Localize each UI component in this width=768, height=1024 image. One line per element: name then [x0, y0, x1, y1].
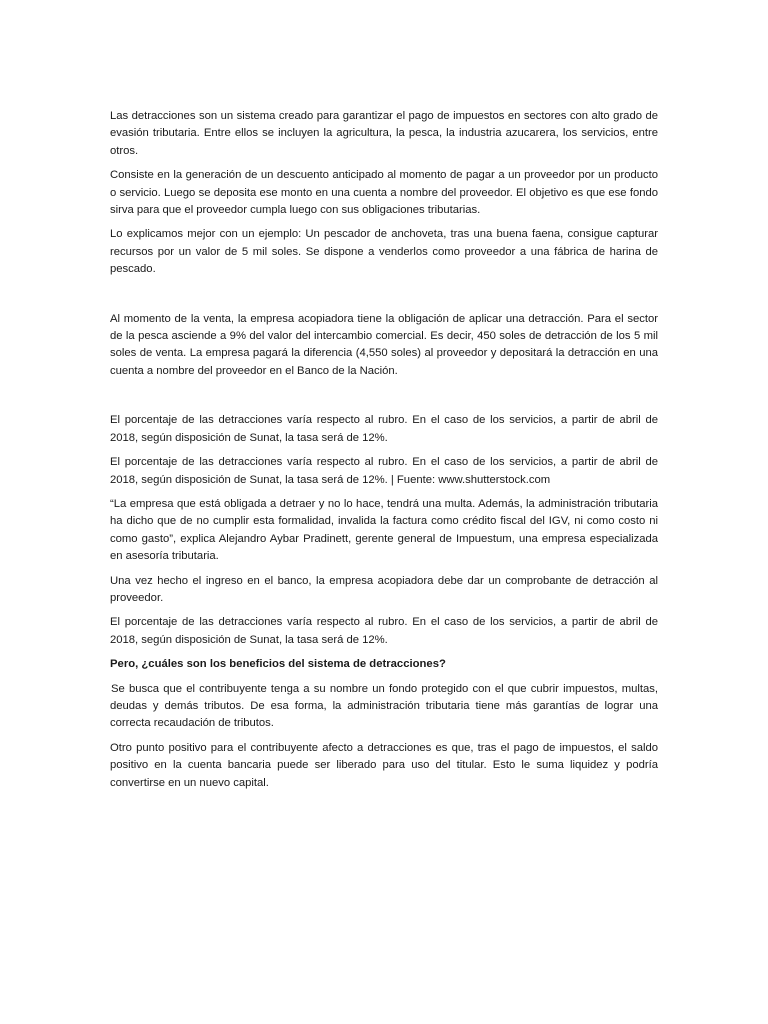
paragraph-percentage-2: El porcentaje de las detracciones varía respecto al rubro. En el caso de los servicios, a partir de abril de 2018, según disposición de Sunat, la tasa será de 12%.	[110, 616, 658, 646]
spacer	[110, 387, 658, 412]
spacer	[110, 286, 658, 311]
paragraph-quote: “La empresa que está obligada a detraer y no lo hace, tendrá una multa. Además, la administración tributaria ha dicho que de no cumplir esta formalidad, invalida la factura como crédito fiscal del IGV, ni como costo ni como gasto”, explica Alejandro Aybar Pradinett, gerente general de Impuestum, una empresa especializada en asesoría tributaria.	[110, 497, 658, 563]
paragraph-positive-point: Otro punto positivo para el contribuyente afecto a detracciones es que, tras el pago de impuestos, el saldo positivo en la cuenta bancaria puede ser liberado para uso del titular. Esto le suma liquidez y podría convertirse en un nuevo capital.	[110, 741, 658, 789]
paragraph-percentage-source: El porcentaje de las detracciones varía respecto al rubro. En el caso de los servicios, a partir de abril de 2018, según disposición de Sunat, la tasa será de 12%. | Fuente: www.shutterstock.com	[110, 456, 658, 486]
paragraph-intro: Las detracciones son un sistema creado para garantizar el pago de impuestos en sectores con alto grado de evasión tributaria. Entre ellos se incluyen la agricultura, la pesca, la industria azucarera, los servicios, entre otros.	[110, 110, 658, 157]
paragraph-example: Lo explicamos mejor con un ejemplo: Un pescador de anchoveta, tras una buena faena, consigue capturar recursos por un valor de 5 mil soles. Se dispone a venderlos como proveedor a una fábrica de harina de pescado.	[110, 228, 658, 276]
paragraph-receipt: Una vez hecho el ingreso en el banco, la empresa acopiadora debe dar un comprobante de detracción al proveedor.	[110, 574, 658, 604]
document-page	[110, 108, 658, 799]
section-heading-benefits: Pero, ¿cuáles son los beneficios del sistema de detracciones?	[110, 658, 446, 671]
paragraph-definition: Consiste en la generación de un descuento anticipado al momento de pagar a un proveedor por un producto o servicio. Luego se deposita ese monto en una cuenta a nombre del proveedor. El objetivo es que ese fondo sirva para que el proveedor cumpla luego con sus obligaciones tributarias.	[110, 169, 658, 217]
paragraph-benefits: Se busca que el contribuyente tenga a su nombre un fondo protegido con el que cubrir impuestos, multas, deudas y demás tributos. De esa forma, la administración tributaria tiene más garantías de lograr una correcta recaudación de tributos.	[110, 682, 658, 730]
paragraph-sale: Al momento de la venta, la empresa acopiadora tiene la obligación de aplicar una detracción. Para el sector de la pesca asciende a 9% del valor del intercambio comercial. Es decir, 450 soles de detracción de los 5 mil soles de venta. La empresa pagará la diferencia (4,550 soles) al proveedor y depositará la detracción en una cuenta a nombre del proveedor en el Banco de la Nación.	[110, 312, 658, 377]
paragraph-percentage-1: El porcentaje de las detracciones varía respecto al rubro. En el caso de los servicios, a partir de abril de 2018, según disposición de Sunat, la tasa será de 12%.	[110, 414, 658, 444]
